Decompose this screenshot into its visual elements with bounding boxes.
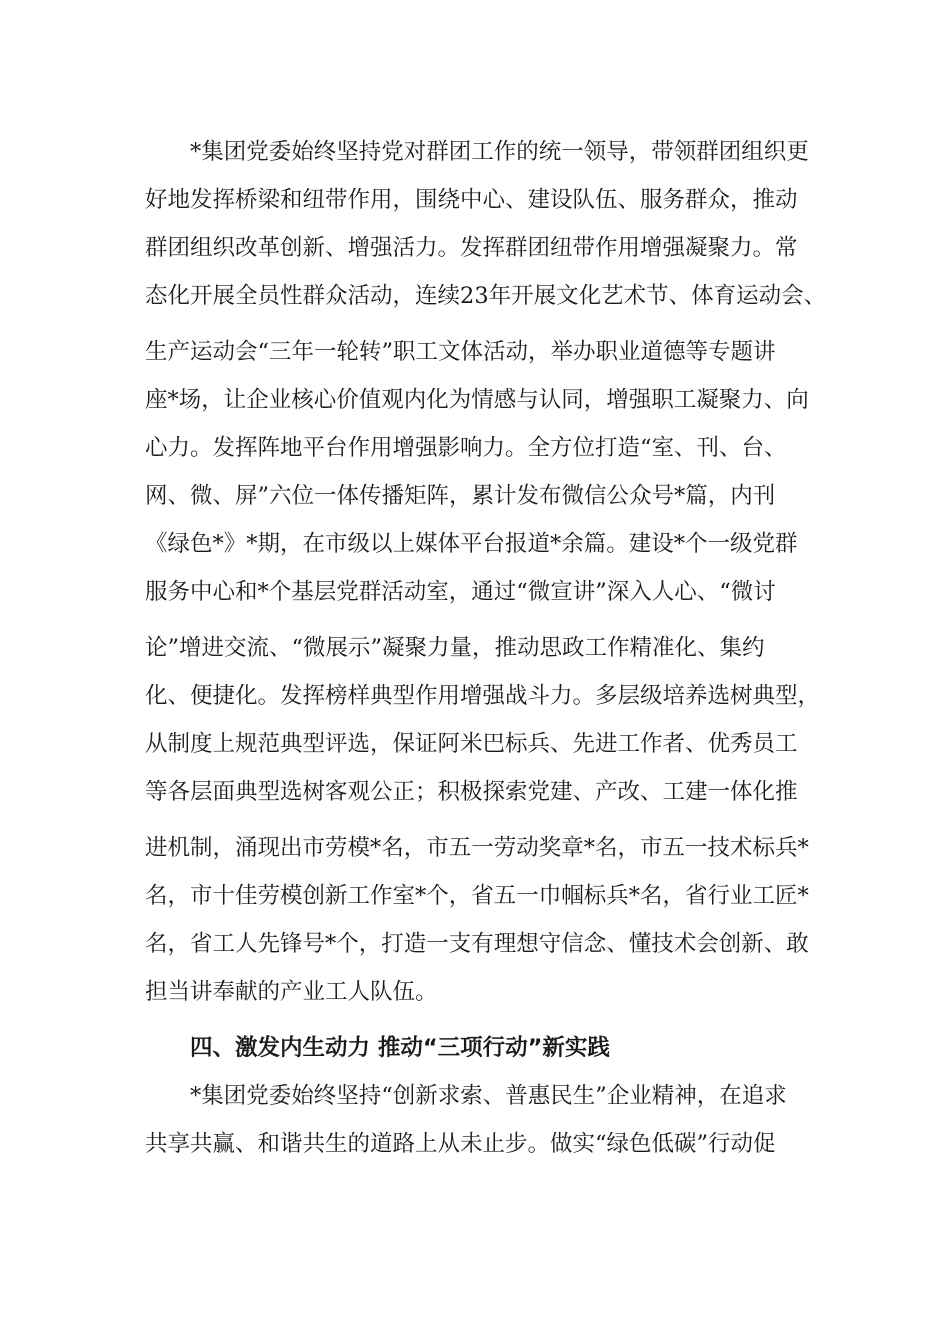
paragraph-1-line-2: 好地发挥桥梁和纽带作用，围绕中心、建设队伍、服务群众，推动 xyxy=(145,187,798,213)
paragraph-1-line-12: 化、便捷化。发挥榜样典型作用增强战斗力。多层级培养选树典型， xyxy=(145,683,821,709)
paragraph-1-line-6: 座*场，让企业核心价值观内化为情感与认同，增强职工凝聚力、向 xyxy=(145,387,809,413)
paragraph-1-line-8: 网、微、屏”六位一体传播矩阵，累计发布微信公众号*篇，内刊 xyxy=(145,483,776,509)
paragraph-1-line-9: 《绿色*》*期，在市级以上媒体平台报道*余篇。建设*个一级党群 xyxy=(145,531,798,557)
paragraph-1-line-14: 等各层面典型选树客观公正；积极探索党建、产改、工建一体化推 xyxy=(145,779,798,805)
paragraph-2-line-1: *集团党委始终坚持“创新求索、普惠民生”企业精神，在追求 xyxy=(190,1083,787,1109)
paragraph-1-line-11: 论”增进交流、“微展示”凝聚力量，推动思政工作精准化、集约 xyxy=(145,635,765,661)
paragraph-1-line-15: 进机制，涌现出市劳模*名，市五一劳动奖章*名，市五一技术标兵* xyxy=(145,835,809,861)
paragraph-1-line-7: 心力。发挥阵地平台作用增强影响力。全方位打造“室、刊、台、 xyxy=(145,435,787,461)
paragraph-2-line-2: 共享共赢、和谐共生的道路上从未止步。做实“绿色低碳”行动促 xyxy=(145,1131,776,1157)
paragraph-1-line-5: 生产运动会“三年一轮转”职工文体活动，举办职业道德等专题讲 xyxy=(145,339,776,365)
paragraph-1-line-3: 群团组织改革创新、增强活力。发挥群团纽带作用增强凝聚力。常 xyxy=(145,235,798,261)
paragraph-1-line-13: 从制度上规范典型评选，保证阿米巴标兵、先进工作者、优秀员工 xyxy=(145,731,798,757)
paragraph-1-line-10: 服务中心和*个基层党群活动室，通过“微宣讲”深入人心、“微讨 xyxy=(145,579,776,605)
paragraph-1-line-16: 名，市十佳劳模创新工作室*个，省五一巾帼标兵*名，省行业工匠* xyxy=(145,883,809,909)
section-heading: 四、激发内生动力 推动“三项行动”新实践 xyxy=(190,1035,610,1061)
paragraph-1-line-18: 担当讲奉献的产业工人队伍。 xyxy=(145,979,438,1005)
paragraph-1-line-1: *集团党委始终坚持党对群团工作的统一领导，带领群团组织更 xyxy=(190,139,809,165)
paragraph-1-line-4: 态化开展全员性群众活动，连续23年开展文化艺术节、体育运动会、 xyxy=(145,283,827,309)
paragraph-1-line-17: 名，省工人先锋号*个，打造一支有理想守信念、懂技术会创新、敢 xyxy=(145,931,809,957)
